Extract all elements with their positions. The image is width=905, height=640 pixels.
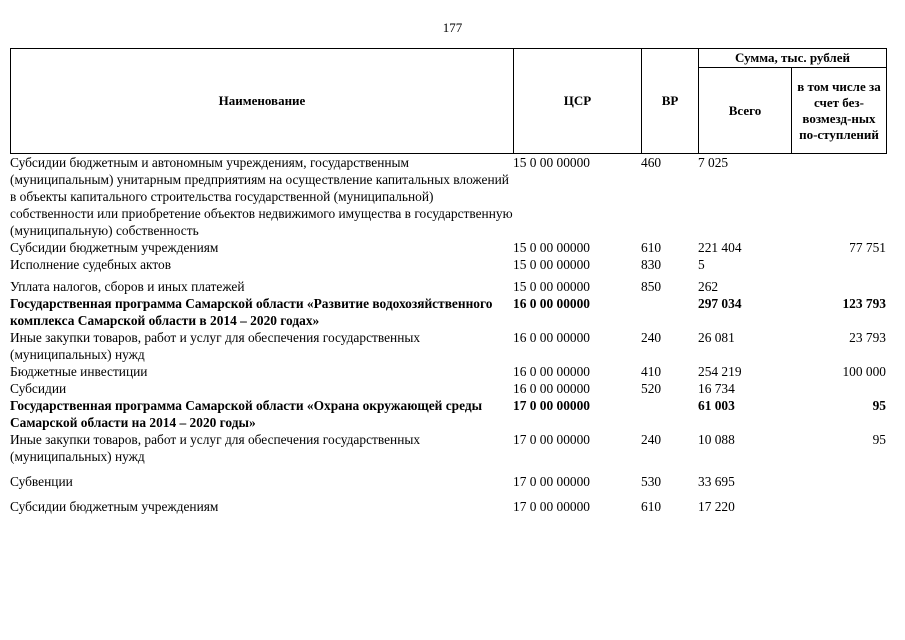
table-row: [10, 273, 886, 295]
row-name: Субсидии бюджетным учреждениям: [10, 499, 219, 514]
row-csr: 15 0 00 00000: [513, 155, 590, 170]
row-free: 23 793: [849, 330, 886, 345]
row-free: [791, 490, 886, 515]
row-name: Уплата налогов, сборов и иных платежей: [10, 279, 245, 294]
row-name: Иные закупки товаров, работ и услуг для обеспечения государственных (муниципальных) нужд: [10, 330, 421, 362]
row-name: Субсидии: [10, 381, 67, 396]
row-free: [791, 256, 886, 273]
table-row: [10, 431, 886, 465]
row-name: Иные закупки товаров, работ и услуг для обеспечения государственных (муниципальных) нужд: [10, 432, 421, 464]
row-csr: 16 0 00 00000: [513, 381, 590, 396]
row-vr: 240: [641, 330, 662, 345]
row-csr: 16 0 00 00000: [513, 330, 590, 345]
row-name: Бюджетные инвестиции: [10, 364, 148, 379]
row-free: 123 793: [842, 296, 886, 311]
row-vr: 610: [641, 240, 662, 255]
row-total: 7 025: [698, 155, 729, 170]
row-csr: 15 0 00 00000: [513, 240, 590, 255]
row-csr: 16 0 00 00000: [513, 296, 590, 311]
row-free: [791, 380, 886, 397]
row-total: 16 734: [698, 381, 735, 396]
row-free: 95: [872, 398, 886, 413]
row-vr: 520: [641, 381, 662, 396]
table-row: [10, 329, 886, 363]
row-free: 100 000: [842, 364, 886, 379]
row-vr: 830: [641, 257, 662, 272]
row-total: 5: [698, 257, 705, 272]
table-row: [10, 295, 886, 329]
table-row: [10, 465, 886, 490]
header-csr: ЦСР: [514, 49, 642, 154]
row-csr: 17 0 00 00000: [513, 474, 590, 489]
table-row: [10, 397, 886, 431]
row-vr: 610: [641, 499, 662, 514]
row-vr: 530: [641, 474, 662, 489]
row-csr: 17 0 00 00000: [513, 398, 590, 413]
row-name: Субвенции: [10, 474, 73, 489]
row-vr: 850: [641, 279, 662, 294]
table-row: [10, 490, 886, 515]
row-csr: 17 0 00 00000: [513, 432, 590, 447]
row-csr: 15 0 00 00000: [513, 257, 590, 272]
row-vr: 240: [641, 432, 662, 447]
row-name: Исполнение судебных актов: [10, 257, 172, 272]
row-total: 61 003: [698, 398, 735, 413]
page-number: 177: [442, 20, 463, 35]
header-vr: ВР: [642, 49, 699, 154]
row-csr: 15 0 00 00000: [513, 279, 590, 294]
row-name: Субсидии бюджетным и автономным учреждениям, государственным (муниципальным) унитарным предприятиям на осуществление капитальных вложений в объекты капитального строительства государственной (муниципальной) собственности или приобретение объектов недвижимого имущества в государственную (муниципальную) собственность: [10, 155, 513, 238]
header-free: в том числе за счет без-возмезд-ных по-ступлений: [792, 68, 887, 154]
row-vr: 410: [641, 364, 662, 379]
budget-table: [10, 48, 886, 515]
header-name: Наименование: [11, 49, 514, 154]
header-sum-group: Сумма, тыс. рублей: [699, 49, 887, 68]
row-csr: 17 0 00 00000: [513, 499, 590, 514]
row-free: [791, 154, 886, 239]
row-total: 262: [698, 279, 719, 294]
row-name: Государственная программа Самарской области «Развитие водохозяйственного комплекса Самарской области в 2014 – 2020 годах»: [10, 296, 493, 328]
table-row: [10, 256, 886, 273]
header-total: Всего: [699, 68, 792, 154]
row-total: 254 219: [698, 364, 742, 379]
row-free: 77 751: [849, 240, 886, 255]
row-total: 221 404: [698, 240, 742, 255]
table-row: [10, 363, 886, 380]
table-row: [10, 239, 886, 256]
row-total: 10 088: [698, 432, 735, 447]
table-header: [10, 48, 887, 154]
row-vr: 460: [641, 155, 662, 170]
row-vr: [641, 397, 698, 431]
row-csr: 16 0 00 00000: [513, 364, 590, 379]
table-row: [10, 380, 886, 397]
row-vr: [641, 295, 698, 329]
row-total: 33 695: [698, 474, 735, 489]
row-free: [791, 273, 886, 295]
row-total: 26 081: [698, 330, 735, 345]
table-body: [10, 154, 886, 515]
table-row: [10, 154, 886, 239]
row-free: 95: [872, 432, 886, 447]
row-name: Субсидии бюджетным учреждениям: [10, 240, 219, 255]
row-total: 297 034: [698, 296, 742, 311]
row-name: Государственная программа Самарской области «Охрана окружающей среды Самарской области на 2014 – 2020 годы»: [10, 398, 483, 430]
row-total: 17 220: [698, 499, 735, 514]
row-free: [791, 465, 886, 490]
